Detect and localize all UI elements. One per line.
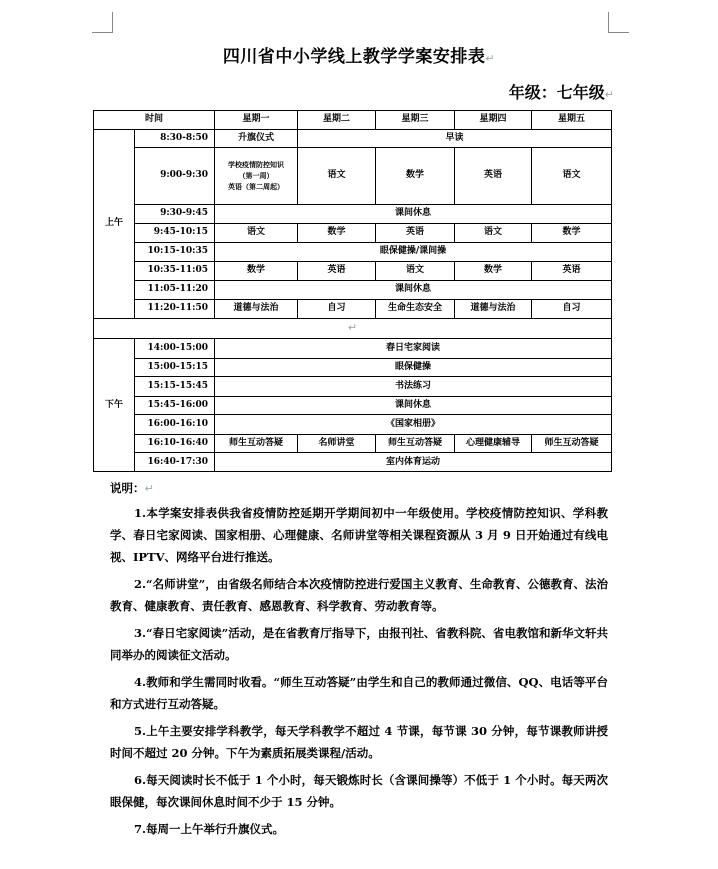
separator-row [94, 318, 612, 339]
table-row [94, 415, 612, 435]
crop-mark-top-right [608, 12, 629, 33]
table-cell: 师生互动答疑 [532, 434, 612, 453]
time-cell: 16:00-16:10 [135, 415, 215, 435]
table-cell: 自习 [298, 300, 376, 319]
span-cell: 室内体育运动 [215, 453, 612, 472]
notes-section [110, 480, 608, 845]
header-cell: 时间 [94, 111, 215, 130]
time-cell: 11:05-11:20 [135, 280, 215, 300]
document-title: 四川省中小学线上教学学案安排表↵ [222, 47, 496, 67]
table-row [94, 300, 612, 319]
span-cell: 课间休息 [215, 396, 612, 415]
span-cell: 眼保健操 [215, 358, 612, 377]
table-cell: 数学 [532, 224, 612, 243]
time-cell: 8:30-8:50 [135, 129, 215, 148]
time-cell: 16:40-17:30 [135, 453, 215, 472]
table-row [94, 280, 612, 300]
table-cell: 数学 [376, 148, 455, 205]
header-cell: 星期二 [298, 111, 376, 130]
table-row [94, 453, 612, 472]
note-item: 3.“春日宅家阅读”活动，是在省教育厅指导下，由报刊社、省教科院、省电教馆和新华文轩共同举办的阅读征文活动。 [110, 626, 608, 662]
crop-mark-top-left [92, 12, 113, 33]
table-row [94, 434, 612, 453]
span-cell: 眼保健操/课间操 [215, 242, 612, 262]
time-cell: 9:00-9:30 [135, 148, 215, 205]
table-cell: 数学 [298, 224, 376, 243]
time-cell: 9:45-10:15 [135, 224, 215, 243]
table-cell: 生命生态安全 [376, 300, 455, 319]
table-row [94, 242, 612, 262]
table-cell: 英语 [298, 262, 376, 281]
table-cell: 师生互动答疑 [215, 434, 298, 453]
table-row [94, 358, 612, 377]
header-cell: 星期五 [532, 111, 612, 130]
cell-line: 英语（第二周起） [228, 182, 285, 192]
paragraph-mark-icon: ↵ [604, 88, 614, 101]
time-cell: 14:00-15:00 [135, 339, 215, 359]
table-cell: 升旗仪式 [215, 129, 298, 148]
table-cell: 名师讲堂 [298, 434, 376, 453]
table-cell: 数学 [215, 262, 298, 281]
table-cell: 道德与法治 [215, 300, 298, 319]
morning-label: 上午 [94, 129, 135, 318]
header-cell: 星期四 [455, 111, 532, 130]
table-row [94, 129, 612, 148]
header-cell: 星期三 [376, 111, 455, 130]
schedule-table [93, 110, 612, 472]
table-cell: 语文 [532, 148, 612, 205]
note-item: 6.每天阅读时长不低于 1 个小时，每天锻炼时长（含课间操等）不低于 1 个小时。每天两次眼保健，每次课间休息时间不少于 15 分钟。 [110, 773, 608, 809]
time-cell: 15:45-16:00 [135, 396, 215, 415]
afternoon-label: 下午 [94, 339, 135, 472]
table-row [94, 204, 612, 224]
empty-cell [94, 318, 612, 339]
span-cell: 《国家相册》 [215, 415, 612, 435]
table-cell-multiline [215, 148, 298, 205]
cell-line: （第一周） [238, 171, 274, 181]
table-cell: 道德与法治 [455, 300, 532, 319]
table-row [94, 377, 612, 397]
table-cell: 英语 [376, 224, 455, 243]
note-item: 2.“名师讲堂”，由省级名师结合本次疫情防控进行爱国主义教育、生命教育、公德教育、法治教育、健康教育、责任教育、感恩教育、科学教育、劳动教育等。 [110, 577, 608, 613]
time-cell: 11:20-11:50 [135, 300, 215, 319]
table-cell: 心理健康辅导 [455, 434, 532, 453]
span-cell: 课间休息 [215, 204, 612, 224]
note-item: 7.每周一上午举行升旗仪式。 [134, 822, 285, 836]
grade-label: 年级：七年级↵ [508, 83, 614, 102]
span-cell: 春日宅家阅读 [215, 339, 612, 359]
table-cell: 语文 [298, 148, 376, 205]
table-row [94, 339, 612, 359]
table-row [94, 148, 612, 205]
table-cell: 语文 [455, 224, 532, 243]
table-cell: 师生互动答疑 [376, 434, 455, 453]
note-item: 5.上午主要安排学科教学，每天学科教学不超过 4 节课，每节课 30 分钟，每节课教师讲授时间不超过 20 分钟。下午为素质拓展类课程/活动。 [110, 724, 608, 760]
time-cell: 15:00-15:15 [135, 358, 215, 377]
time-cell: 15:15-15:45 [135, 377, 215, 397]
header-cell: 星期一 [215, 111, 298, 130]
time-cell: 9:30-9:45 [135, 204, 215, 224]
paragraph-mark-icon: ↵ [144, 482, 154, 495]
header-row [94, 111, 612, 130]
paragraph-mark-icon: ↵ [485, 52, 496, 65]
note-item: 4.教师和学生需同时收看。“师生互动答疑”由学生和自己的教师通过微信、QQ、电话等平台和方式进行互动答疑。 [110, 675, 608, 711]
table-row [94, 396, 612, 415]
time-cell: 16:10-16:40 [135, 434, 215, 453]
span-cell: 课间休息 [215, 280, 612, 300]
span-cell: 早读 [298, 129, 612, 148]
time-cell: 10:35-11:05 [135, 262, 215, 281]
table-cell: 数学 [455, 262, 532, 281]
table-row [94, 262, 612, 281]
table-cell: 英语 [532, 262, 612, 281]
table-cell: 自习 [532, 300, 612, 319]
time-cell: 10:15-10:35 [135, 242, 215, 262]
span-cell: 书法练习 [215, 377, 612, 397]
table-cell: 语文 [376, 262, 455, 281]
table-cell: 语文 [215, 224, 298, 243]
paragraph-mark-icon: ↵ [347, 320, 358, 334]
table-row [94, 224, 612, 243]
notes-heading: 说明：↵ [110, 481, 154, 495]
table-cell: 英语 [455, 148, 532, 205]
cell-line: 学校疫情防控知识 [228, 160, 285, 170]
note-item: 1.本学案安排表供我省疫情防控延期开学期间初中一年级使用。学校疫情防控知识、学科教学、春日宅家阅读、国家相册、心理健康、名师讲堂等相关课程资源从 3 月 9 日开始通过有线电视、IPTV、网络平台进行推送。 [110, 506, 608, 564]
